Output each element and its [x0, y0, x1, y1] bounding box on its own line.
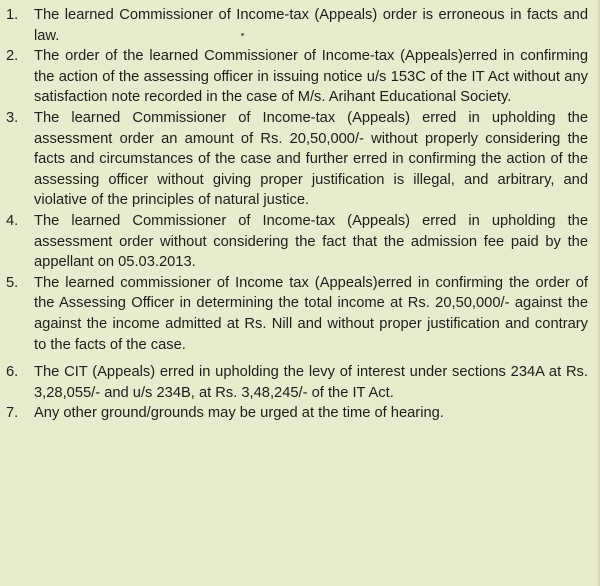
- ground-text: The CIT (Appeals) erred in upholding the levy of interest under sections 234A at Rs. 3,28,055/- and u/s 234B, at Rs. 3,48,245/- of the IT Act.: [34, 364, 588, 401]
- ground-number: 1.: [6, 7, 19, 23]
- ground-text: The learned Commissioner of Income-tax (Appeals) erred in upholding the assessment order without considering the fact that the admission fee paid by the appellant on 05.03.2013.: [34, 212, 588, 271]
- ground-item-5: [6, 273, 588, 355]
- scan-speck: [241, 33, 244, 36]
- ground-number: 3.: [6, 109, 19, 126]
- ground-item-7: [6, 403, 588, 424]
- ground-text: Any other ground/grounds may be urged at the time of hearing.: [34, 405, 444, 422]
- ground-number: 6.: [6, 364, 19, 381]
- ground-item-2: [6, 46, 588, 108]
- ground-number: 5.: [6, 274, 19, 291]
- ground-item-6: [6, 362, 588, 403]
- ground-item-4: [6, 211, 588, 273]
- ground-number: 2.: [6, 48, 19, 65]
- ground-text: The learned Commissioner of Income-tax (Appeals) erred in upholding the assessment order an amount of Rs. 20,50,000/- without properly considering the facts and circumstances of the case and further erred in confirming the action of the assessing officer without giving proper justification is illegal, and arbitrary, and violative of the principles of natural justice.: [34, 109, 588, 209]
- ground-text: The order of the learned Commissioner of Income-tax (Appeals)erred in confirming the action of the assessing officer in issuing notice u/s 153C of the IT Act without any satisfaction note recorded in the case of M/s. Arihant Educational Society.: [34, 48, 588, 106]
- ground-text: The learned commissioner of Income tax (Appeals)erred in confirming the order of the Assessing Officer in determining the total income at Rs. 20,50,000/- against the against the income admitted at Rs. Nill and without proper justification and contrary to the facts of the case.: [34, 274, 588, 353]
- ground-item-3: [6, 108, 588, 211]
- ground-item-1: [6, 5, 588, 46]
- ground-text: The learned Commissioner of Income-tax (Appeals) order is erroneous in facts and law.: [34, 7, 588, 44]
- ground-number: 4.: [6, 212, 19, 229]
- ground-number: 7.: [6, 405, 19, 422]
